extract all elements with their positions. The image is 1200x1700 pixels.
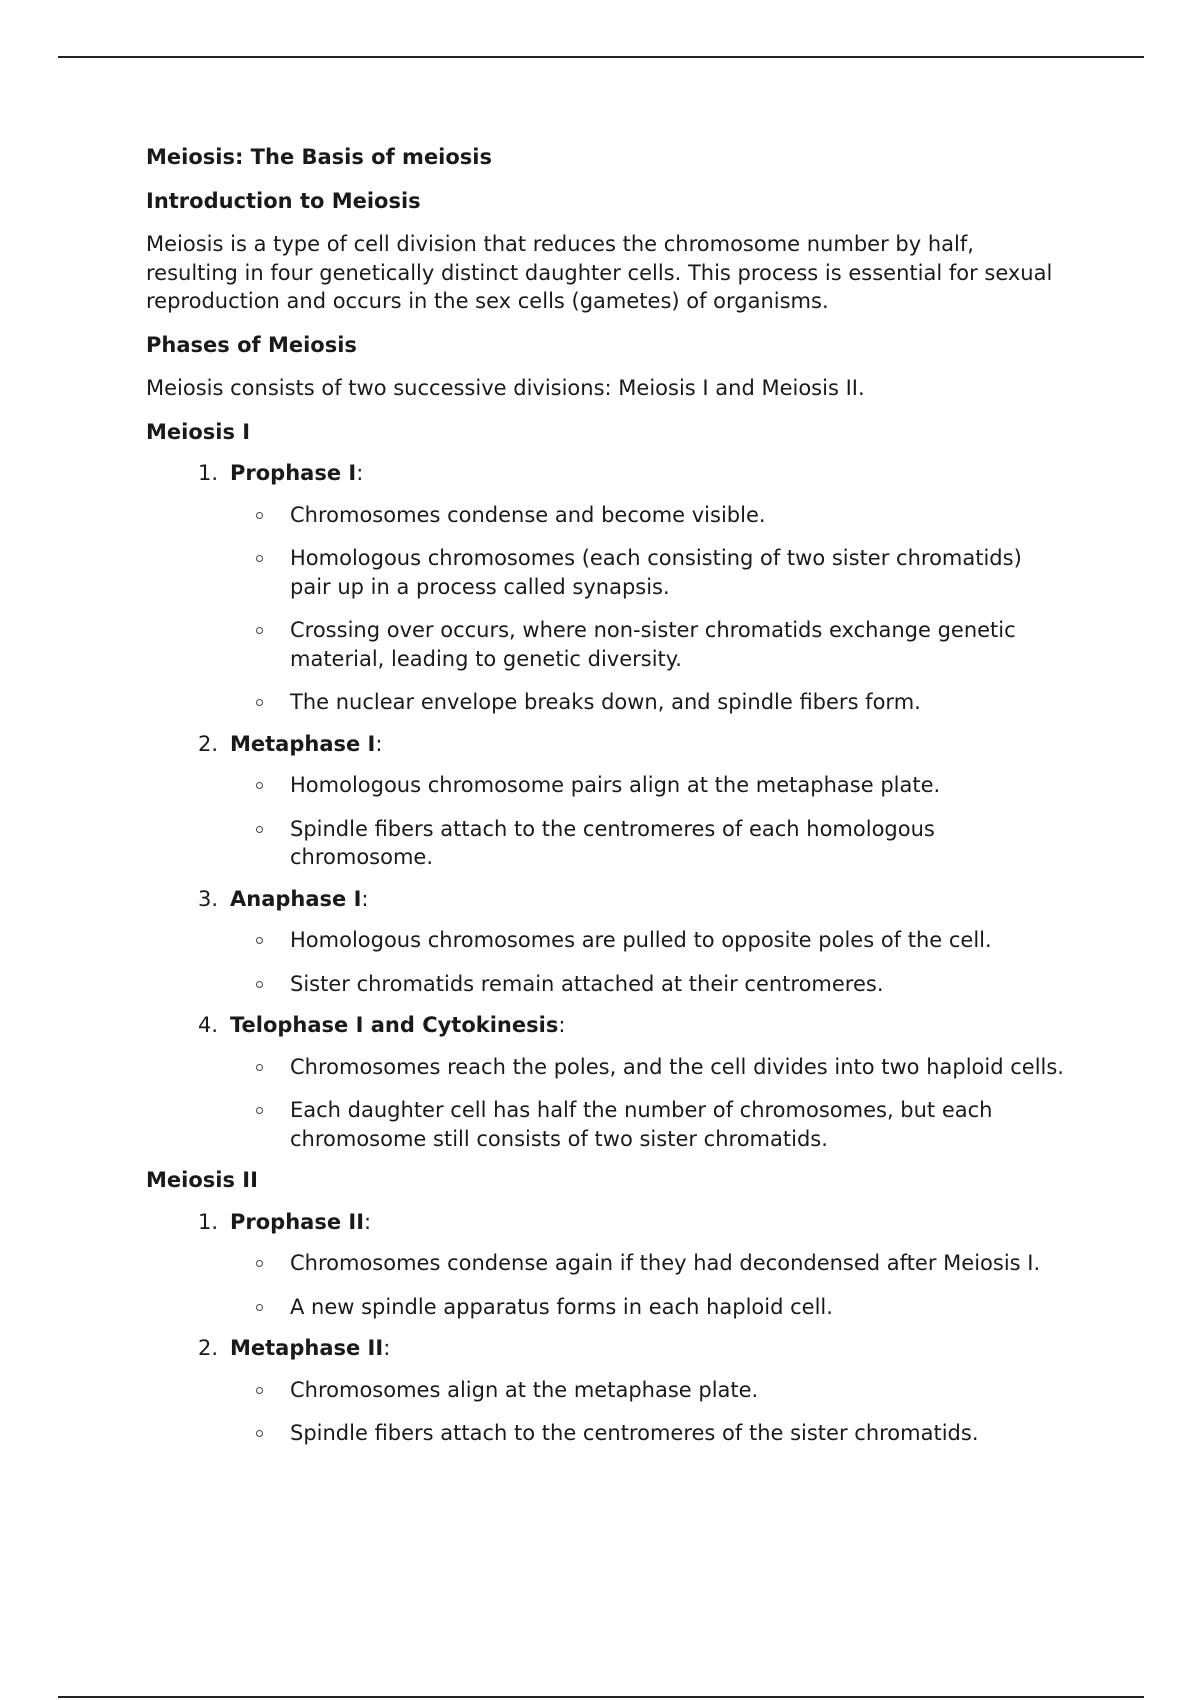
phase-line [146, 730, 1066, 759]
bullet-item [290, 544, 1066, 601]
bullet-item [290, 815, 1066, 872]
phase-number-cell [146, 730, 218, 759]
bullet-item [290, 1096, 1066, 1153]
document-body [146, 143, 1066, 1461]
bullet-item [290, 688, 1066, 717]
bullet-item [290, 771, 1066, 800]
phase-number-cell [146, 1334, 218, 1363]
bullet-item [290, 1053, 1066, 1082]
phase-line [146, 1208, 1066, 1237]
circle-bullet-icon [256, 627, 263, 634]
phase-title [230, 1334, 390, 1363]
phase-number: 2. [197, 731, 218, 756]
phase-name: Anaphase I [230, 886, 362, 911]
phase-line [146, 459, 1066, 488]
bullet-list [146, 501, 1066, 717]
phase-number: 1. [197, 1209, 218, 1234]
bullet-text: Spindle fibers attach to the centromeres of each homologous chromosome. [290, 816, 935, 869]
bullet-item [290, 1249, 1066, 1278]
phase-line [146, 1334, 1066, 1363]
phase-colon: : [375, 731, 383, 756]
phase-colon: : [356, 461, 364, 485]
phase-number-cell [146, 885, 218, 914]
meiosis-2-heading: Meiosis II [146, 1168, 258, 1192]
phase-title [230, 1208, 371, 1237]
bullet-list [146, 1249, 1066, 1321]
bullet-item [290, 970, 1066, 999]
phase-item [146, 1334, 1066, 1448]
circle-bullet-icon [256, 1260, 263, 1267]
phase-number: 2. [197, 1336, 218, 1360]
bullet-item [290, 926, 1066, 955]
phase-number-cell [146, 1208, 218, 1237]
phase-item [146, 1208, 1066, 1322]
bullet-item [290, 616, 1066, 673]
bullet-text: Homologous chromosomes are pulled to opposite poles of the cell. [290, 928, 992, 952]
phases-paragraph: Meiosis consists of two successive divisions: Meiosis I and Meiosis II. [146, 376, 865, 400]
bullet-item [290, 501, 1066, 530]
phase-item [146, 459, 1066, 717]
phases-heading: Phases of Meiosis [146, 332, 357, 357]
circle-bullet-icon [256, 782, 263, 789]
phase-item [146, 730, 1066, 872]
footer-rule [58, 1696, 1144, 1698]
bullet-list [146, 926, 1066, 998]
intro-heading: Introduction to Meiosis [146, 188, 421, 213]
meiosis-1-phase-list [146, 459, 1066, 1153]
document-title: Meiosis: The Basis of meiosis [146, 145, 493, 169]
phase-name: Prophase II [230, 1209, 365, 1234]
bullet-list [146, 1376, 1066, 1448]
circle-bullet-icon [256, 937, 263, 944]
bullet-text: Spindle fibers attach to the centromeres of the sister chromatids. [290, 1421, 979, 1445]
phase-name: Metaphase II [230, 1336, 384, 1360]
bullet-text: Chromosomes align at the metaphase plate. [290, 1377, 759, 1402]
circle-bullet-icon [256, 826, 263, 833]
circle-bullet-icon [256, 1387, 263, 1394]
bullet-text: A new spindle apparatus forms in each haploid cell. [290, 1294, 833, 1319]
phase-colon: : [364, 1209, 372, 1234]
bullet-item [290, 1419, 1066, 1448]
circle-bullet-icon [256, 555, 263, 562]
phase-name: Prophase I [230, 461, 357, 485]
bullet-text: Chromosomes reach the poles, and the cell divides into two haploid cells. [290, 1054, 1064, 1079]
phase-item [146, 885, 1066, 999]
phase-title [230, 885, 368, 914]
header-rule [58, 56, 1144, 58]
bullet-text: The nuclear envelope breaks down, and spindle fibers form. [290, 690, 921, 714]
meiosis-1-heading: Meiosis I [146, 419, 251, 444]
phase-colon: : [558, 1013, 566, 1037]
phase-number: 3. [197, 886, 218, 911]
phase-colon: : [361, 886, 369, 911]
phase-title [230, 730, 382, 759]
phase-number-cell [146, 459, 218, 488]
circle-bullet-icon [256, 1430, 263, 1437]
circle-bullet-icon [256, 1304, 263, 1311]
circle-bullet-icon [256, 512, 263, 519]
phase-number: 1. [197, 461, 218, 485]
bullet-text: Sister chromatids remain attached at their centromeres. [290, 971, 884, 996]
bullet-text: Homologous chromosomes (each consisting of two sister chromatids) pair up in a process called synapsis. [290, 546, 1022, 599]
circle-bullet-icon [256, 1107, 263, 1114]
phase-number-cell [146, 1011, 218, 1040]
bullet-text: Crossing over occurs, where non-sister chromatids exchange genetic material, leading to genetic diversity. [290, 618, 1016, 671]
bullet-text: Chromosomes condense again if they had decondensed after Meiosis I. [290, 1251, 1041, 1275]
phase-line [146, 885, 1066, 914]
phase-item [146, 1011, 1066, 1153]
phase-title [230, 459, 363, 488]
bullet-item [290, 1376, 1066, 1405]
phase-title [230, 1011, 565, 1040]
intro-paragraph: Meiosis is a type of cell division that reduces the chromosome number by half, resulting in four genetically distinct daughter cells. This process is essential for sexual reproduction and occurs in the sex cells (gametes) of organisms. [146, 232, 1053, 313]
circle-bullet-icon [256, 1064, 263, 1071]
phase-name: Telophase I and Cytokinesis [230, 1013, 559, 1037]
bullet-list [146, 1053, 1066, 1154]
bullet-text: Chromosomes condense and become visible. [290, 502, 766, 527]
circle-bullet-icon [256, 699, 263, 706]
bullet-text: Homologous chromosome pairs align at the metaphase plate. [290, 773, 941, 797]
bullet-list [146, 771, 1066, 872]
phase-number: 4. [197, 1013, 218, 1037]
phase-colon: : [383, 1336, 391, 1360]
phase-name: Metaphase I [230, 731, 376, 756]
bullet-text: Each daughter cell has half the number of chromosomes, but each chromosome still consists of two sister chromatids. [290, 1098, 993, 1151]
circle-bullet-icon [256, 981, 263, 988]
meiosis-2-phase-list [146, 1208, 1066, 1448]
bullet-item [290, 1293, 1066, 1322]
phase-line [146, 1011, 1066, 1040]
